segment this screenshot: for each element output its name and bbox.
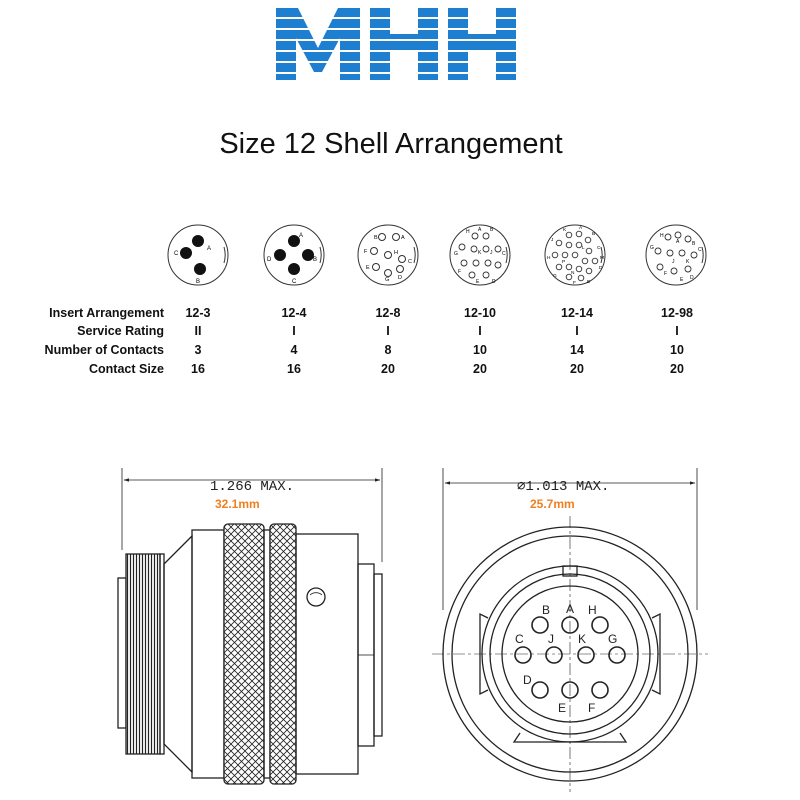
side-view-mm-label: 32.1mm: [215, 497, 260, 511]
cell: 10: [473, 343, 487, 357]
letter: P: [562, 260, 566, 265]
side-view: [118, 468, 382, 784]
letter: D: [492, 279, 496, 285]
letter: B: [313, 257, 318, 263]
insert-diagram-12-98: [643, 222, 709, 288]
page-title: Size 12 Shell Arrangement: [219, 128, 563, 160]
letter: F: [458, 269, 462, 275]
cell: 12-14: [561, 306, 593, 320]
front-view: [432, 468, 708, 792]
insert-diagram-12-4: [261, 222, 327, 288]
cell: I: [292, 324, 296, 338]
letter: C: [597, 246, 601, 251]
front-view-dimension-label: ∅1.013 MAX.: [517, 479, 610, 495]
mhh-logo: [276, 8, 524, 80]
letter: G: [385, 277, 390, 283]
cell: I: [386, 324, 390, 338]
letter: A: [401, 235, 405, 241]
contact-letter: H: [588, 603, 597, 617]
letter: B: [592, 232, 596, 237]
letter: B: [196, 279, 201, 285]
cell: 12-4: [281, 306, 307, 320]
insert-diagram-12-10: [447, 222, 513, 288]
letter: A: [478, 227, 482, 233]
letter: H: [394, 250, 398, 256]
cell: 4: [290, 343, 298, 357]
letter: C: [408, 259, 412, 265]
contact-letter: A: [566, 602, 575, 616]
cell: 20: [381, 362, 395, 376]
letter: H: [660, 233, 664, 239]
letter: K: [686, 259, 690, 265]
technical-drawing: [0, 450, 800, 800]
cell: II: [194, 324, 202, 338]
letter: C: [502, 251, 506, 257]
cell: I: [478, 324, 482, 338]
cell: 14: [570, 343, 584, 357]
cell: 20: [570, 362, 584, 376]
cell: 12-98: [661, 306, 693, 320]
letter: A: [676, 239, 680, 245]
contact-letter: E: [558, 701, 567, 715]
letter: B: [374, 235, 378, 241]
row-label: Insert Arrangement: [49, 306, 164, 320]
letter: C: [698, 247, 702, 253]
row-label: Number of Contacts: [44, 343, 164, 357]
letter: K: [478, 250, 482, 256]
contact-b: [194, 263, 206, 275]
insert-diagram-12-3: [165, 222, 231, 288]
letter: E: [476, 279, 480, 285]
letter: J: [490, 250, 493, 256]
cell: 12-3: [185, 306, 211, 320]
cell: I: [675, 324, 679, 338]
letter: D: [267, 257, 272, 263]
letter: J: [551, 238, 554, 243]
contact-letter: C: [515, 632, 524, 646]
letter: C: [174, 251, 179, 257]
row-label: Contact Size: [88, 362, 164, 376]
row-service-rating: [0, 324, 800, 342]
cell: 20: [473, 362, 487, 376]
cell: 3: [194, 343, 202, 357]
letter: K: [563, 228, 567, 233]
contact-letter: J: [548, 632, 554, 646]
insert-diagram-12-14: [542, 222, 608, 288]
insert-diagrams: [0, 222, 800, 292]
cell: 16: [287, 362, 301, 376]
letter: F: [664, 271, 668, 277]
letter: B: [490, 227, 494, 233]
letter: A: [579, 226, 583, 231]
row-contact-size: [0, 362, 800, 380]
letter: E: [680, 277, 684, 283]
letter: D: [398, 275, 402, 281]
letter: C: [292, 279, 297, 285]
insert-diagram-12-8: [355, 222, 421, 288]
row-label: Service Rating: [77, 324, 164, 338]
front-view-mm-label: 25.7mm: [530, 497, 575, 511]
cell: 8: [384, 343, 392, 357]
letter: A: [207, 246, 212, 252]
letter: D: [690, 275, 694, 281]
letter: J: [672, 259, 675, 265]
contact-letter: K: [578, 632, 587, 646]
contact-letter: B: [542, 603, 551, 617]
letter: M: [600, 256, 604, 261]
cell: 12-10: [464, 306, 496, 320]
contact-letter: D: [523, 673, 532, 687]
letter: H: [466, 229, 470, 235]
letter: L: [582, 246, 585, 251]
cell: 16: [191, 362, 205, 376]
letter: D: [599, 266, 603, 271]
letter: G: [650, 245, 654, 251]
letter: F: [573, 281, 576, 286]
cell: 20: [670, 362, 684, 376]
letter: F: [364, 249, 368, 255]
contact-letter: F: [588, 701, 596, 715]
cell: 12-8: [375, 306, 401, 320]
letter: E: [366, 265, 370, 271]
letter: E: [587, 280, 591, 285]
letter: A: [299, 233, 304, 239]
letter: H: [547, 256, 551, 261]
cell: I: [575, 324, 579, 338]
letter: G: [553, 274, 557, 279]
letter: N: [571, 271, 575, 276]
contact-letter: G: [608, 632, 618, 646]
contact-a: [192, 235, 204, 247]
cell: 10: [670, 343, 684, 357]
row-number-of-contacts: [0, 343, 800, 361]
contact-c: [180, 247, 192, 259]
letter: G: [454, 251, 458, 257]
letter: B: [692, 241, 696, 247]
row-insert-arrangement: [0, 306, 800, 324]
side-view-dimension-label: 1.266 MAX.: [210, 479, 295, 495]
